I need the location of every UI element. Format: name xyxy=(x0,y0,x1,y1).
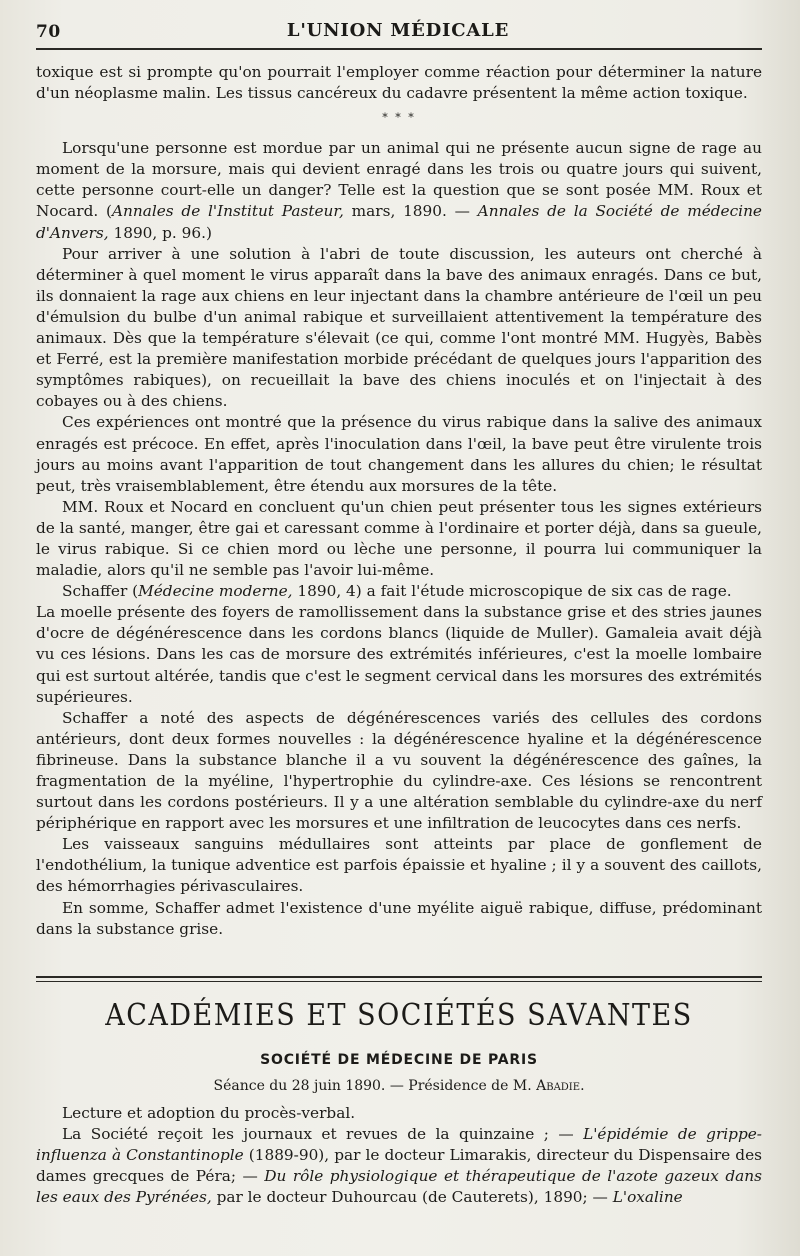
session-line: Séance du 28 juin 1890. — Présidence de M. Abadie. xyxy=(213,1078,585,1094)
paragraph-blood-vessels: Les vaisseaux sanguins médullaires sont atteints par place de gonflement de l'endothélium, la tunique adventice est parfois épaissie et hyaline ; il y a souvent des caillots, des hémorrhagies périvasculaires. xyxy=(36,835,762,896)
asterism: * * * xyxy=(382,111,416,125)
paragraph-method: Pour arriver à une solution à l'abri de toute discussion, les auteurs ont cherché à déterminer à quel moment le virus apparaît dans la bave des animaux enragés. Dans ce but, ils donnaient la rage aux chiens en leur injectant dans la chambre antérieure de l'œil un peu d'émulsion du bulbe d'un animal rabique et surveillaient attentivement la température des animaux. Dès que la température s'élevait (ce qui, comme l'ont montré MM. Hugyès, Babès et Ferré, est la première manifestation morbide précédant de quelques jours l'apparition des symptômes rabiques), on recueillait la bave des chiens inoculés et on l'injectait à des cobayes ou à des chiens. xyxy=(36,244,762,411)
paragraph-experiments: Ces expériences ont montré que la présence du virus rabique dans la salive des animaux enragés est précoce. En effet, après l'inoculation dans l'œil, la bave peut être virulente trois jours au moins avant l'apparition de tout changement dans les allures du chien; le résultat peut, très vraisemblablement, être étendu aux morsures de la tête. xyxy=(36,413,762,495)
article-body xyxy=(36,62,762,940)
paragraph-conclusion: MM. Roux et Nocard en concluent qu'un chien peut présenter tous les signes extérieurs de la santé, manger, être gai et caressant comme à l'ordinaire et porter déjà, dans sa gueule, le virus rabique. Si ce chien mord ou lèche une personne, il pourra lui communiquer la maladie, alors qu'il ne semble pas l'avoir lui-même. xyxy=(36,497,762,580)
page-number: 70 xyxy=(36,22,61,42)
paragraph-degenerescence: Schaffer a noté des aspects de dégénérescences variés des cellules des cordons antérieurs, dont deux formes nouvelles : la dégénérescence hyaline et la dégénérescence fibrineuse. Dans la substance blanche il a vu souvent la dégénérescence des gaînes, la fragmentation de la myéline, l'hypertrophie du cylindre-axe. Ces lésions se rencontrent surtout dans les cordons postérieurs. Il y a une altération semblable du cylindre-axe du nerf périphérique en rapport avec les morsures et une infiltration de leucocytes dans ces nerfs. xyxy=(36,708,762,833)
session-body xyxy=(36,1103,762,1208)
paragraph-journals: La Société reçoit les journaux et revues de la quinzaine ; — L'épidémie de grippe-influenza à Constantinople (1889-90), par le docteur Limarakis, directeur du Dispensaire des dames grecques de Péra; — Du rôle physiologique et thérapeutique de l'azote gazeux dans les eaux des Pyrénées, par le docteur Duhourcau (de Cauterets), 1890; — L'oxaline xyxy=(36,1125,762,1207)
paragraph-summary: En somme, Schaffer admet l'existence d'une myélite aiguë rabique, diffuse, prédominant dans la substance grise. xyxy=(36,898,762,938)
paragraph-minutes: Lecture et adoption du procès-verbal. xyxy=(62,1104,356,1122)
society-title: SOCIÉTÉ DE MÉDECINE DE PARIS xyxy=(260,1052,538,1068)
section-title: ACADÉMIES ET SOCIÉTÉS SAVANTES xyxy=(105,998,693,1033)
paragraph-intro: toxique est si prompte qu'on pourrait l'employer comme réaction pour déterminer la nature d'un néoplasme malin. Les tissus cancéreux du cadavre présentent la même action toxique. xyxy=(36,63,762,103)
paragraph-schaffer-study: Schaffer (Médecine moderne, 1890, 4) a fait l'étude microscopique de six cas de rage. xyxy=(62,582,732,601)
paragraph-spinal-cord: La moelle présente des foyers de ramollissement dans la substance grise et des stries jaunes d'ocre de dégénérescence dans les cordons blancs (liquide de Muller). Gamaleia avait déjà vu ces lésions. Dans les cas de morsure des extrémités inférieures, c'est la moelle lombaire qui est surtout altérée, tandis que c'est le segment cervical dans les morsures des extrémités supérieures. xyxy=(36,603,762,706)
section-divider xyxy=(36,976,762,982)
running-title: L'UNION MÉDICALE xyxy=(286,20,510,41)
paragraph-rage-question: Lorsqu'une personne est mordue par un animal qui ne présente aucun signe de rage au moment de la morsure, mais qui devient enragé dans les trois ou quatre jours qui suivent, cette personne court-elle un danger? Telle est la question que se sont posée MM. Roux et Nocard. (Annales de l'Institut Pasteur, mars, 1890. — Annales de la Société de médecine d'Anvers, 1890, p. 96.) xyxy=(36,139,762,242)
page-header xyxy=(36,20,760,46)
header-rule xyxy=(36,48,762,50)
